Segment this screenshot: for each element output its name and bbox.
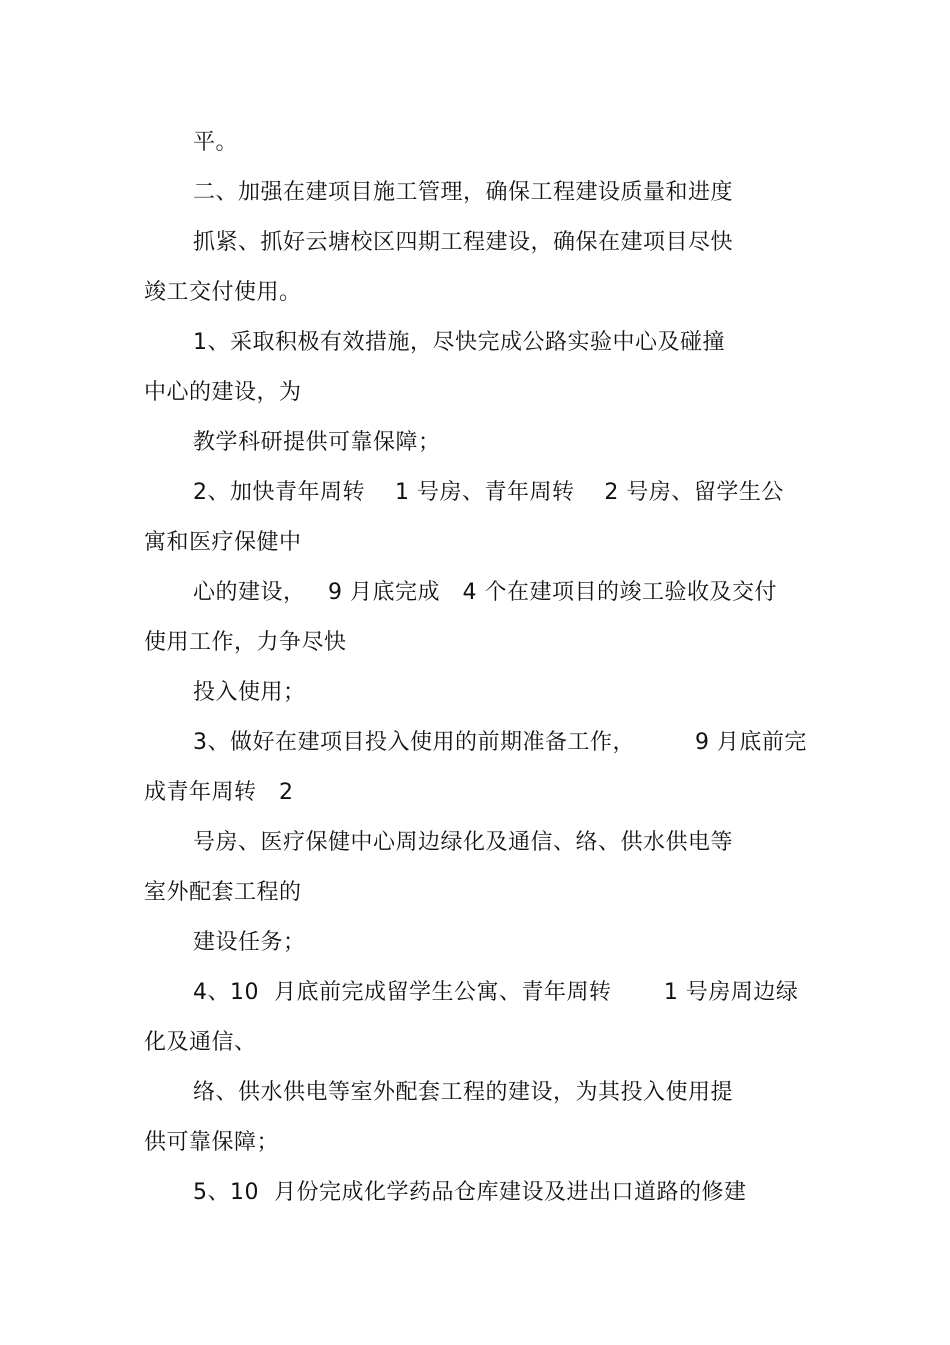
text-line: 寓和医疗保健中	[144, 530, 302, 555]
text-line: 成青年周转 2	[144, 780, 294, 805]
text-line: 投入使用；	[193, 680, 306, 705]
text-line: 化及通信、	[144, 1030, 257, 1055]
text-line: 中心的建设，为	[144, 380, 302, 405]
text-line: 使用工作，力争尽快	[144, 630, 347, 655]
text-line: 平。	[193, 130, 239, 155]
section-heading: 二、加强在建项目施工管理，确保工程建设质量和进度	[193, 180, 734, 205]
text-line: 建设任务；	[193, 930, 306, 955]
text-line: 教学科研提供可靠保障；	[193, 430, 441, 455]
text-line: 供可靠保障；	[144, 1130, 280, 1155]
text-line: 络、供水供电等室外配套工程的建设，为其投入使用提	[193, 1080, 734, 1105]
list-item: 4、10 月底前完成留学生公寓、青年周转 1 号房周边绿	[193, 980, 799, 1005]
list-item: 5、10 月份完成化学药品仓库建设及进出口道路的修建	[193, 1180, 747, 1205]
list-item: 2、加快青年周转 1 号房、青年周转 2 号房、留学生公	[193, 480, 784, 505]
text-line: 竣工交付使用。	[144, 280, 302, 305]
list-item: 1、采取积极有效措施，尽快完成公路实验中心及碰撞	[193, 330, 725, 355]
list-item: 3、做好在建项目投入使用的前期准备工作， 9 月底前完	[193, 730, 807, 755]
text-line: 心的建设， 9 月底完成 4 个在建项目的竣工验收及交付	[193, 580, 777, 605]
text-line: 室外配套工程的	[144, 880, 302, 905]
text-line: 抓紧、抓好云塘校区四期工程建设，确保在建项目尽快	[193, 230, 734, 255]
text-line: 号房、医疗保健中心周边绿化及通信、络、供水供电等	[193, 830, 734, 855]
